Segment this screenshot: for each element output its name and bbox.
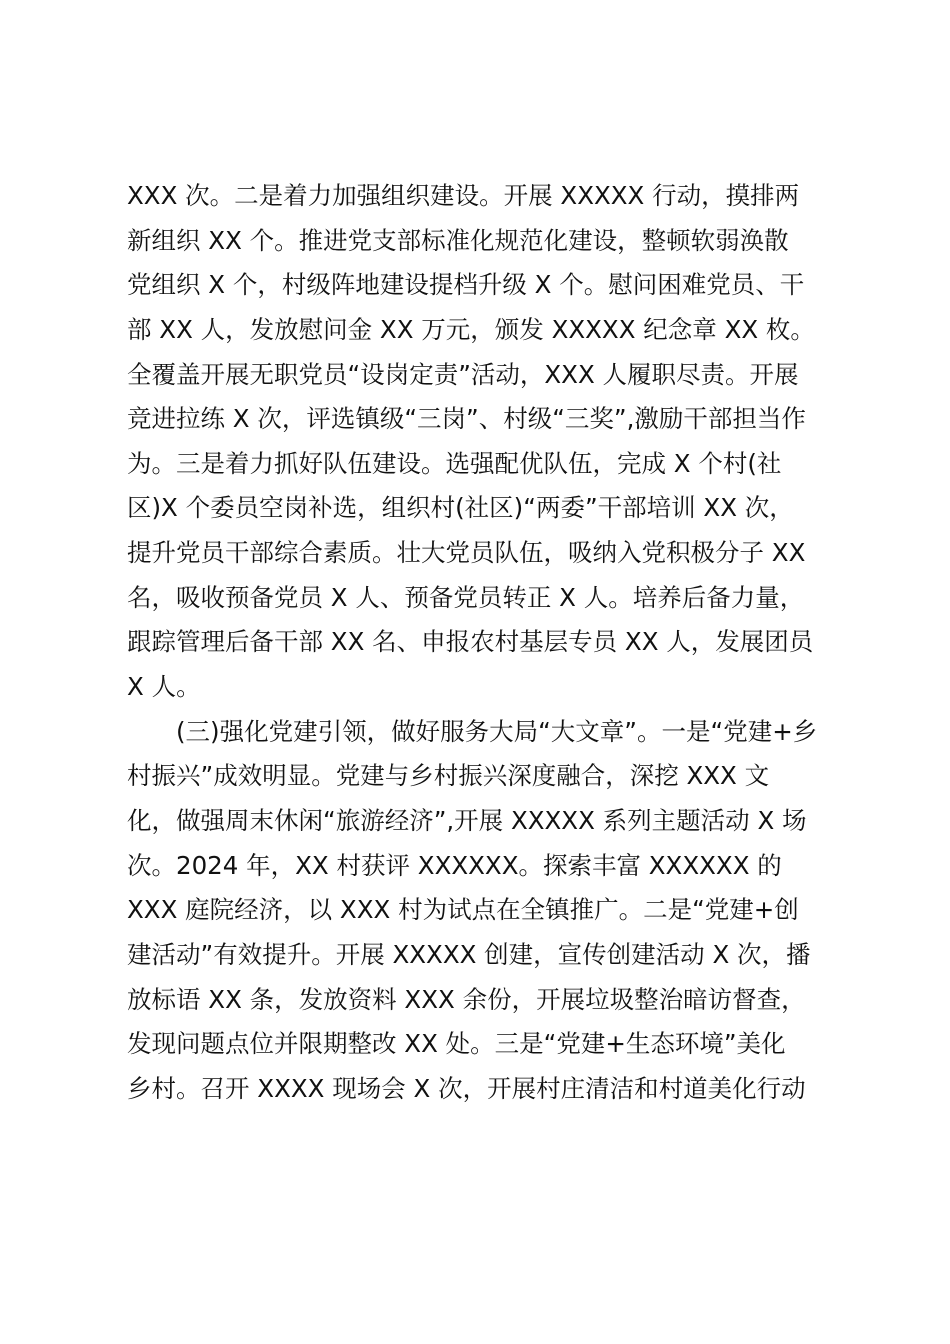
text-line: 发现问题点位并限期整改 XX 处。三是“党建+生态环境”美化 (127, 1029, 786, 1059)
text-line: 党组织 X 个，村级阵地建设提档升级 X 个。慰问困难党员、干 (127, 270, 805, 300)
text-line: 部 XX 人，发放慰问金 XX 万元，颁发 XXXXX 纪念章 XX 枚。 (127, 314, 815, 344)
text-line: 区)X 个委员空岗补选，组织村(社区)“两委”干部培训 XX 次， (127, 493, 794, 523)
text-line: 次。2024 年，XX 村获评 XXXXXX。探索丰富 XXXXXX 的 (127, 850, 782, 880)
text-line: 放标语 XX 条，发放资料 XXX 余份，开展垃圾整治暗访督查， (127, 984, 806, 1014)
text-line: 竞进拉练 X 次，评选镇级“三岗”、村级“三奖”,激励干部担当作 (127, 404, 806, 434)
text-line: 建活动”有效提升。开展 XXXXX 创建，宣传创建活动 X 次，播 (127, 939, 811, 969)
text-line: 化，做强周末休闲“旅游经济”,开展 XXXXX 系列主题活动 X 场 (127, 805, 807, 835)
text-line: 村振兴”成效明显。党建与乡村振兴深度融合，深挖 XXX 文 (127, 761, 770, 791)
text-line: 名，吸收预备党员 X 人、预备党员转正 X 人。培养后备力量， (127, 582, 805, 612)
text-line: 新组织 XX 个。推进党支部标准化规范化建设，整顿软弱涣散 (127, 225, 789, 255)
text-line: 提升党员干部综合素质。壮大党员队伍，吸纳入党积极分子 XX (127, 538, 806, 568)
text-line: XXX 庭院经济，以 XXX 村为试点在全镇推广。二是“党建+创 (127, 895, 799, 925)
body-text (127, 174, 837, 1111)
section-heading-line: (三)强化党建引领，做好服务大局“大文章”。一是“党建+乡 (127, 716, 818, 746)
text-line: 乡村。召开 XXXX 现场会 X 次，开展村庄清洁和村道美化行动 (127, 1073, 806, 1103)
text-line: XXX 次。二是着力加强组织建设。开展 XXXXX 行动，摸排两 (127, 181, 800, 210)
text-line: 全覆盖开展无职党员“设岗定责”活动，XXX 人履职尽责。开展 (127, 359, 799, 389)
text-line: 跟踪管理后备干部 XX 名、申报农村基层专员 XX 人，发展团员 (127, 627, 814, 657)
text-line: X 人。 (127, 672, 201, 702)
text-line: 为。三是着力抓好队伍建设。选强配优队伍，完成 X 个村(社 (127, 448, 782, 478)
